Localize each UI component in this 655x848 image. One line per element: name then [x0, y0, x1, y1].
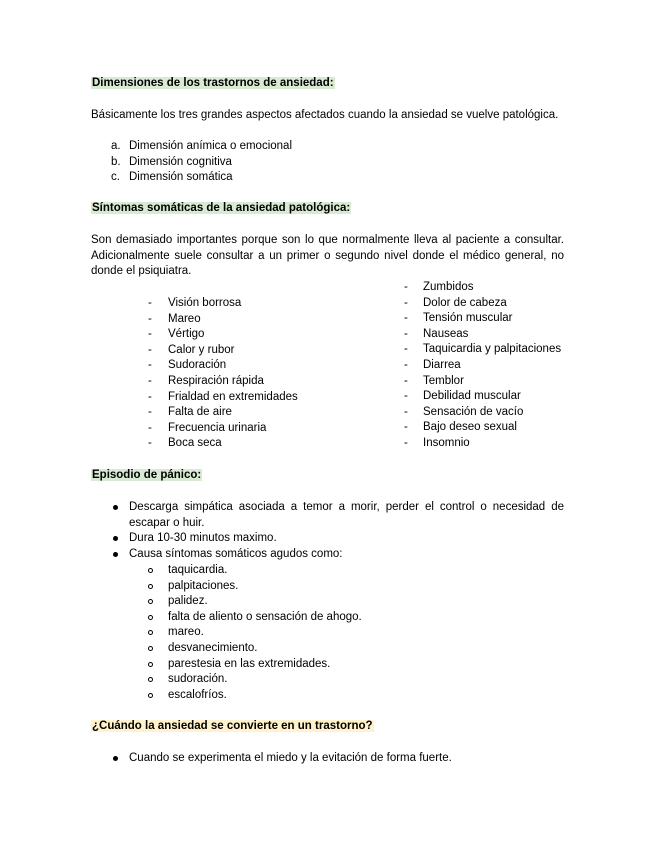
- section-intro-sintomas: Son demasiado importantes porque son lo que normalmente lleva al paciente a consultar. Adicionalmente suele consultar a un primer o segundo nivel donde el médico general, no donde el psiquiatra.: [91, 234, 564, 277]
- list-item: Dimensión anímica o emocional: [129, 140, 292, 152]
- list-item: Taquicardia y palpitaciones: [423, 343, 562, 356]
- bullet-icon: [113, 505, 118, 510]
- list-item: Dimensión cognitiva: [129, 156, 232, 168]
- dash-marker: -: [404, 327, 408, 340]
- section-heading-dimensiones: Dimensiones de los trastornos de ansiedad:: [92, 77, 334, 89]
- section-heading-panico: Episodio de pánico:: [92, 469, 202, 481]
- dash-marker: -: [148, 437, 152, 450]
- section-intro-dimensiones: Básicamente los tres grandes aspectos afectados cuando la ansiedad se vuelve patológica.: [91, 109, 559, 121]
- list-item: palidez.: [168, 595, 208, 608]
- bullet-text: Cuando se experimenta el miedo y la evitación de forma fuerte.: [129, 752, 452, 764]
- bullet-text: Causa síntomas somáticos agudos como:: [129, 548, 343, 560]
- section-heading-trastorno: ¿Cuándo la ansiedad se convierte en un trastorno?: [92, 720, 373, 732]
- list-item: Dolor de cabeza: [423, 296, 507, 309]
- list-marker: a.: [111, 140, 121, 152]
- list-item: parestesia en las extremidades.: [168, 657, 331, 670]
- circle-bullet-icon: [148, 646, 153, 651]
- list-item: Mareo: [168, 312, 201, 325]
- list-item: taquicardia.: [168, 564, 228, 576]
- circle-bullet-icon: [148, 599, 153, 604]
- section-heading-sintomas: Síntomas somáticas de la ansiedad patológica:: [92, 202, 351, 214]
- circle-bullet-icon: [148, 630, 153, 635]
- dash-marker: -: [148, 328, 152, 341]
- dash-marker: -: [148, 343, 152, 356]
- dash-marker: -: [148, 359, 152, 372]
- list-item: sudoración.: [168, 673, 228, 686]
- list-item: Diarrea: [423, 359, 461, 371]
- circle-bullet-icon: [148, 568, 153, 573]
- circle-bullet-icon: [148, 662, 153, 667]
- dash-marker: -: [404, 390, 408, 403]
- list-item: Sensación de vacío: [423, 405, 524, 418]
- dash-marker: -: [148, 312, 152, 325]
- list-item: Dimensión somática: [129, 171, 233, 183]
- bullet-icon: [113, 552, 118, 557]
- circle-bullet-icon: [148, 615, 153, 620]
- dash-marker: -: [404, 296, 408, 309]
- dash-marker: -: [404, 374, 408, 387]
- dash-marker: -: [404, 343, 408, 356]
- bullet-text: Dura 10-30 minutos maximo.: [129, 532, 277, 544]
- list-item: Frialdad en extremidades: [168, 390, 298, 403]
- list-item: Boca seca: [168, 437, 222, 450]
- circle-bullet-icon: [148, 584, 153, 589]
- list-marker: b.: [111, 156, 121, 168]
- dash-marker: -: [404, 405, 408, 418]
- list-item: Nauseas: [423, 327, 469, 340]
- bullet-icon: [113, 536, 118, 541]
- dash-marker: -: [148, 421, 152, 434]
- bullet-icon: [113, 756, 118, 761]
- list-item: Debilidad muscular: [423, 390, 521, 403]
- list-item: desvanecimiento.: [168, 642, 258, 654]
- list-item: Visión borrosa: [168, 297, 242, 309]
- list-item: Tensión muscular: [423, 312, 513, 325]
- dash-marker: -: [404, 421, 408, 434]
- dash-marker: -: [148, 406, 152, 419]
- dash-marker: -: [404, 359, 408, 371]
- list-item: Temblor: [423, 374, 464, 387]
- dash-marker: -: [148, 375, 152, 387]
- list-marker: c.: [111, 171, 120, 183]
- list-item: Vértigo: [168, 328, 205, 341]
- list-item: Insomnio: [423, 437, 470, 449]
- list-item: Bajo deseo sexual: [423, 421, 517, 434]
- list-item: Calor y rubor: [168, 343, 235, 356]
- list-item: palpitaciones.: [168, 579, 239, 592]
- list-item: mareo.: [168, 626, 204, 639]
- list-item: Respiración rápida: [168, 375, 264, 387]
- list-item: Falta de aire: [168, 406, 232, 419]
- circle-bullet-icon: [148, 693, 153, 698]
- dash-marker: -: [148, 390, 152, 403]
- list-item: falta de aliento o sensación de ahogo.: [168, 610, 362, 623]
- dash-marker: -: [404, 437, 408, 449]
- bullet-text: Descarga simpática asociada a temor a morir, perder el control o necesidad de escapar o huir.: [129, 501, 564, 529]
- list-item: Frecuencia urinaria: [168, 421, 267, 434]
- list-item: Zumbidos: [423, 281, 474, 293]
- dash-marker: -: [404, 281, 408, 293]
- dash-marker: -: [148, 297, 152, 309]
- circle-bullet-icon: [148, 677, 153, 682]
- list-item: Sudoración: [168, 359, 227, 372]
- dash-marker: -: [404, 312, 408, 325]
- list-item: escalofríos.: [168, 688, 227, 701]
